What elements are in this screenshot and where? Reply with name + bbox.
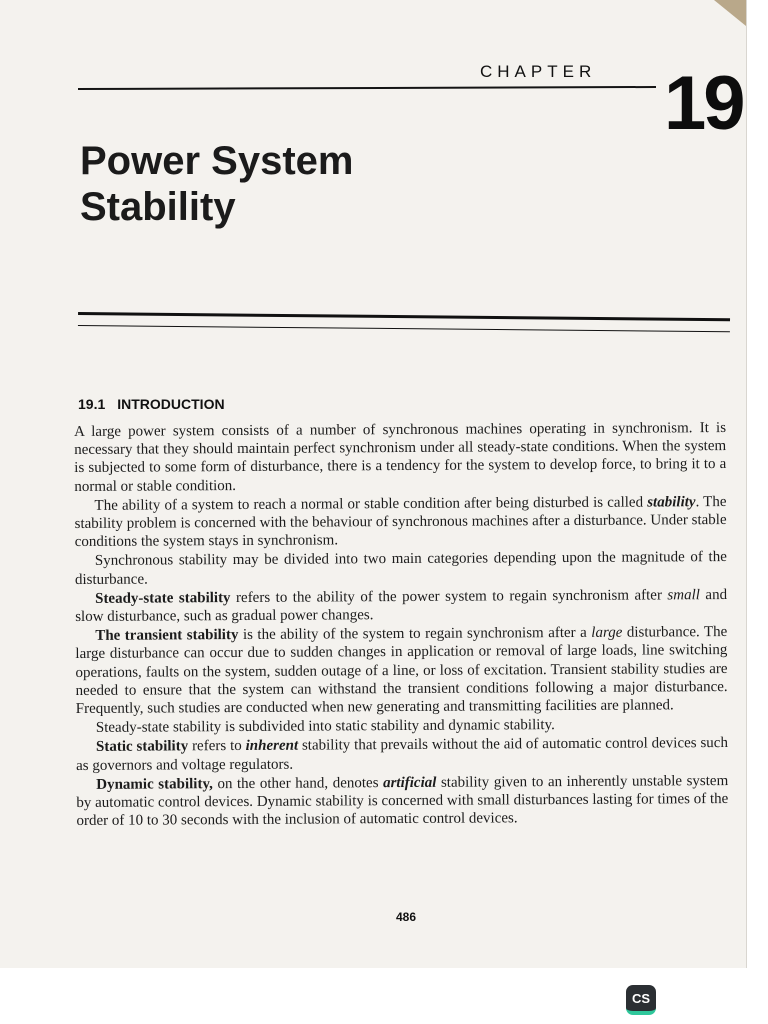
page-corner-tear [706, 0, 746, 26]
paragraph-7 [76, 734, 728, 774]
paragraph-8 [76, 772, 728, 831]
paragraph-4-text-end: and slow disturbance, such as gradual power changes. [75, 586, 728, 626]
term-transient-stability: The transient stability [95, 627, 239, 645]
section-heading [78, 396, 225, 412]
paragraph-3: Synchronous stability may be divided into two main categories depending upon the magnitude of the disturbance. [74, 549, 727, 588]
chapter-label: CHAPTER [480, 62, 597, 81]
paragraph-6: Steady-state stability is subdivided into static stability and dynamic stability. [95, 717, 555, 737]
term-large: large [591, 624, 623, 642]
term-stability: stability [647, 494, 696, 511]
paragraph-4-text: refers to the ability of the power system to regain synchronism after [230, 587, 668, 606]
paragraph-2 [74, 493, 726, 552]
chapter-number: 19 [664, 61, 743, 146]
section-title: INTRODUCTION [117, 396, 225, 412]
paragraph-5 [75, 623, 728, 718]
header-rule [78, 86, 656, 90]
body-text [74, 419, 728, 831]
title-double-rule [78, 312, 730, 332]
term-static-stability: Static stability [95, 738, 189, 756]
term-small: small [667, 587, 700, 604]
section-number: 19.1 [78, 396, 106, 412]
paragraph-4 [75, 586, 727, 626]
paragraph-7-text-end: stability that prevails without the aid of automatic control devices such as governors and voltage regulators. [76, 735, 729, 774]
paragraph-8-text-end: stability given to an inherently unstable system by automatic control devices. Dynamic stability is concerned with small disturbances lasting for times of the order of 10 to 30 seconds with the inclusion of automatic control devices. [76, 772, 729, 830]
term-artificial: artificial [383, 774, 437, 791]
chapter-title [80, 138, 530, 230]
camscanner-logo-icon: CS [626, 985, 656, 1015]
term-dynamic-stability: Dynamic stability, [96, 776, 213, 793]
paragraph-2-text-end: . The stability problem is concerned with the behaviour of synchronous machines after a disturbance. Under stable conditions the system stays in synchronism. [74, 493, 727, 551]
term-inherent: inherent [245, 738, 299, 755]
paragraph-7-text: refers to [188, 738, 246, 755]
paragraph-5-text: is the ability of the system to regain synchronism after a [238, 625, 592, 644]
term-steady-state-stability: Steady-state stability [95, 589, 231, 607]
chapter-title-line-1: Power System [80, 139, 354, 183]
chapter-title-line-2: Stability [80, 185, 236, 229]
paragraph-2-text: The ability of a system to reach a normal or stable condition after being disturbed is called [94, 494, 648, 514]
paragraph-5-text-end: disturbance. The large disturbance can occur due to sudden changes in application or removal of large loads, line switching operations, faults on the system, sudden outage of a line, or loss of excitation. Transient stability studies are needed to ensure that the system can withstand the transient conditions following a major disturbance. Frequently, such studies are conducted when new generating and transmitting facilities are planned. [75, 624, 728, 718]
page-number: 486 [396, 910, 417, 924]
paragraph-1: A large power system consists of a number of synchronous machines operating in synchronism. It is necessary that they should maintain perfect synchronism under all steady-state conditions. When the system is subjected to some form of disturbance, there is a tendency for the system to develop force, to bring it to a normal or stable condition. [74, 420, 727, 495]
paragraph-8-text: on the other hand, denotes [212, 774, 384, 793]
